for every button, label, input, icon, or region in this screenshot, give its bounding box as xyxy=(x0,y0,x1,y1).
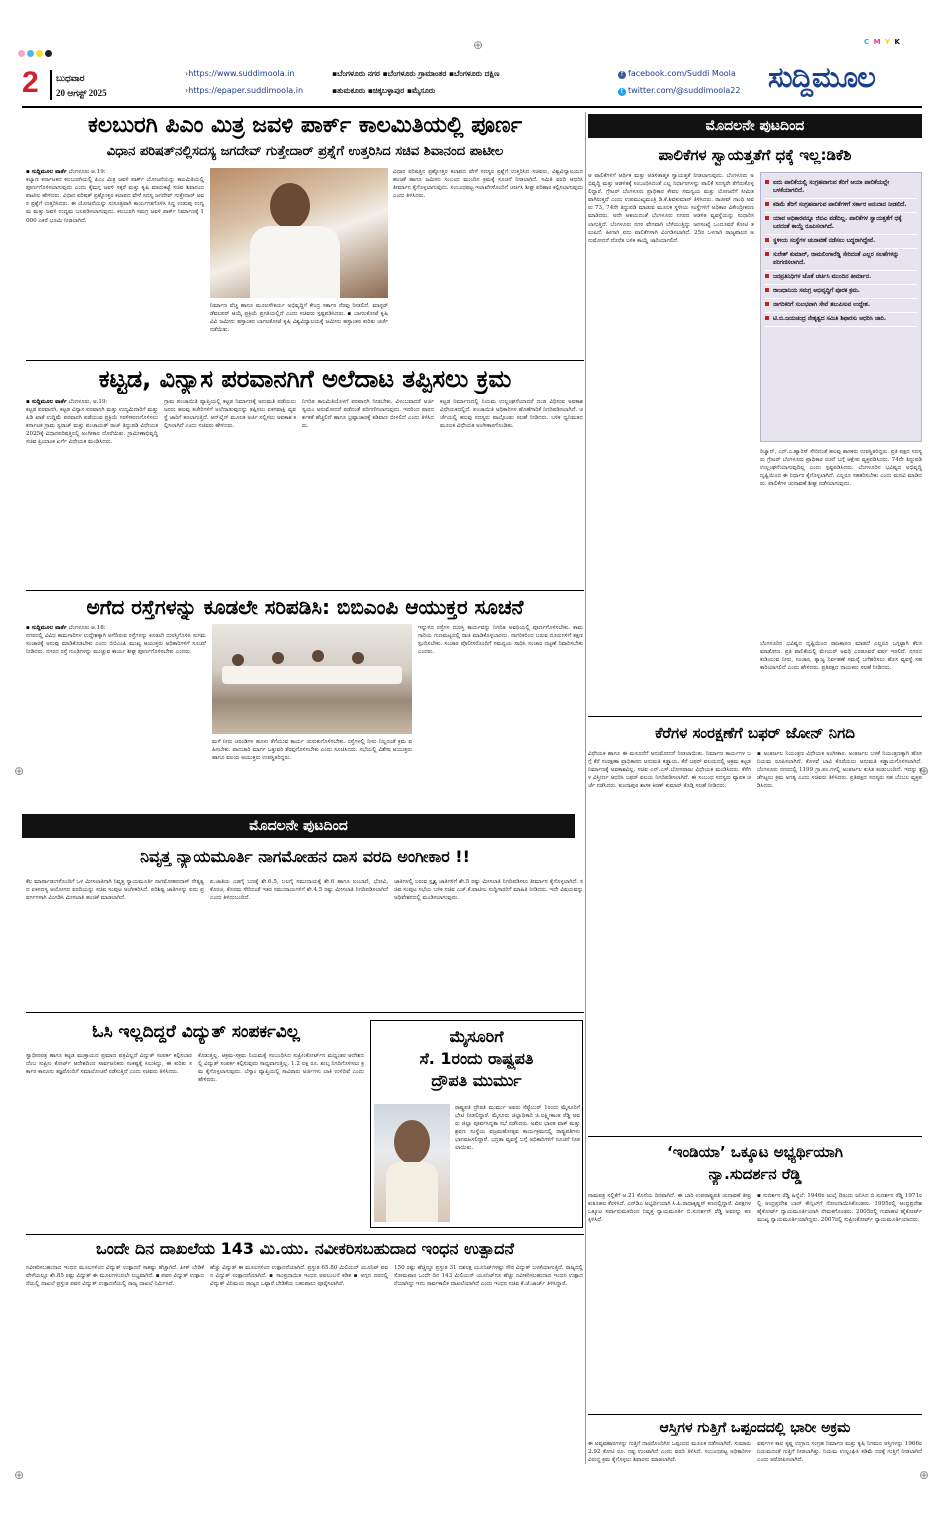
story5-column-2: ಕೊಡುತ್ತಿಲ್ಲ. ಆಕ್ರಮ-ಸಕ್ರಮ ನಿಯಮಕ್ಕೆ ಸಂಬಂಧಿಸಿದ ಸುಪ್ರೀಂಕೋರ್ಟ್‌ನ ಮಧ್ಯಂತರ ಆದೇಶದಲ್ಲಿ ವಿದ್ಯುತ್ ಸಂಪರ್ಕ ಕಲ್ಪಿಸುವುದು ಸಾಧ್ಯವಾಗುತ್ತಿಲ್ಲ. 1.2 ಲಕ್ಷ ರೂ. ಶುಲ್ಕ ನಿಗದಿಗೊಳಿಸಲು ಕ್ರಮ ಕೈಗೊಳ್ಳಲಾಗುವುದು. ಬೆಸ್ಕಾಂ ವ್ಯಾಪ್ತಿಯಲ್ಲಿ ಸಾವಿರಾರು ಅರ್ಜಿಗಳು ಬಾಕಿ ಉಳಿದಿವೆ ಎಂದು ಹೇಳಿದರು. xyxy=(198,1053,364,1084)
story7-column-3: 150 ರಷ್ಟು ಹೆಚ್ಚಿದ್ದೂ ಪ್ರಸ್ತುತ 31 ದಶಲಕ್ಷ ಯೂನಿಟ್‌ಗಳಷ್ಟು ಸೌರ ವಿದ್ಯುತ್ ಬಳಕೆಯಾಗುತ್ತಿದೆ. ರಾಜ್ಯದಲ್ಲಿ ಸೋಮವಾರ ಒಂದೇ ದಿನ 143 ಮಿಲಿಯನ್ ಯೂನಿಟ್‌ಗೂ ಹೆಚ್ಚು ನವೀಕರಿಸಬಹುದಾದ ಇಂಧನ ಉತ್ಪಾದನೆಯಾಗಿದ್ದು ಇದು ಸಾರ್ವಕಾಲಿಕ ದಾಖಲೆಯಾಗಿದೆ ಎಂದು ಇಂಧನ ಸಚಿವ ಕೆ.ಜೆ.ಜಾರ್ಜ್ ತಿಳಿಸಿದ್ದಾರೆ. xyxy=(394,1265,583,1288)
story9-column-1: ನಾಮಪತ್ರ ಸಲ್ಲಿಕೆಗೆ ಆ.21 ಕೊನೆಯ ದಿನವಾಗಿದೆ. ಈ ಬಾರಿ ಉಪರಾಷ್ಟ್ರಪತಿ ಚುನಾವಣೆ ತೀವ್ರ ಕುತೂಹಲ ಕೆರಳಿಸಿದೆ. ಎನ್‌ಡಿಎ ಅಭ್ಯರ್ಥಿಯಾಗಿ ಸಿ.ಪಿ.ರಾಧಾಕೃಷ್ಣನ್ ಕಣದಲ್ಲಿದ್ದಾರೆ. ವಿಪಕ್ಷಗಳ ಒಕ್ಕೂಟ ಸರ್ವಾನುಮತದಿಂದ ನಿವೃತ್ತ ನ್ಯಾಯಮೂರ್ತಿ ಬಿ.ಸುದರ್ಶನ್ ರೆಡ್ಡಿ ಅವರನ್ನು ಕಣಕ್ಕಿಳಿಸಿದೆ. xyxy=(588,1193,751,1224)
story7-column-1: ನವೀಕರಿಸಬಹುದಾದ ಇಂಧನ ಮೂಲಗಳಿಂದ ವಿದ್ಯುತ್ ಉತ್ಪಾದನೆ ಸಾಕಷ್ಟು ಹೆಚ್ಚಾಗಿದೆ. ಪೀಕ್ ಬೇಡಿಕೆ ವೇಳೆಯಲ್ಲೂ ಶೇ.85 ರಷ್ಟು ವಿದ್ಯುತ್ ಈ ಮೂಲಗಳಿಂದಲೇ ಲಭ್ಯವಾಗಿದೆ. ▪ ಪವನ ವಿದ್ಯುತ್ ಉತ್ಪಾದನೆಯಲ್ಲಿ ದಾಖಲೆ ಪ್ರಸ್ತುತ ಪವನ ವಿದ್ಯುತ್ ಉತ್ಪಾದನೆಯಲ್ಲಿ ರಾಜ್ಯ ದಾಖಲೆ ನಿರ್ಮಿಸಿದೆ. xyxy=(26,1265,204,1288)
story6-headline-line1: ಮೈಸೂರಿಗೆ xyxy=(449,1027,504,1046)
story4-column-1: ಕೆಲ ಮಾರ್ಪಾಡುಗಳೊಂದಿಗೆ ಒಳ ಮೀಸಲಾತಿಗಾಗಿ ನಿವೃತ್ತ ನ್ಯಾಯಮೂರ್ತಿ ನಾಗಮೋಹನದಾಸ್ ನೇತೃತ್ವದ ಏಕಸದಸ್ಯ ಆಯೋಗದ ವರದಿಯನ್ನು ಸಚಿವ ಸಂಪುಟ ಅಂಗೀಕರಿಸಿದೆ. ಪರಿಶಿಷ್ಟ ಜಾತಿಗಳನ್ನು ಐದು ಪ್ರವರ್ಗಗಳಾಗಿ ವಿಂಗಡಿಸಿ ಮೀಸಲಾತಿ ಹಂಚಿಕೆ ಮಾಡಲಾಗಿದೆ. xyxy=(26,879,204,902)
president-portrait xyxy=(374,1104,450,1222)
story3-column-3: ಇನ್ನುಳಿದ ರಸ್ತೆಗಳ ದುರಸ್ತಿ ಕಾರ್ಯವನ್ನು ನಿಗದಿತ ಅವಧಿಯಲ್ಲಿ ಪೂರ್ಣಗೊಳಿಸಬೇಕು. ಕಾಮಗಾರಿಯ ಗುಣಮಟ್ಟದಲ್ಲಿ ರಾಜಿ ಮಾಡಿಕೊಳ್ಳಬಾರದು. ನಾಗರಿಕರಿಂದ ಬರುವ ದೂರುಗಳಿಗೆ ತಕ್ಷಣ ಸ್ಪಂದಿಸಬೇಕು. ಸಂಚಾರ ಪೊಲೀಸರೊಂದಿಗೆ ಸಮನ್ವಯ ಸಾಧಿಸಿ ಸಂಚಾರ ದಟ್ಟಣೆ ನಿವಾರಿಸಬೇಕು ಎಂದರು. xyxy=(418,625,583,656)
bullet-icon xyxy=(765,252,769,256)
story6-headline-line2: ಸೆ. 1ರಂದು ರಾಷ್ಟ್ರಪತಿ xyxy=(419,1049,534,1068)
issue-day: ಬುಧವಾರ xyxy=(56,74,85,84)
story3-column-2: ಮಳೆ ನೀರು ಚರಂಡಿಗಳ ಹೂಳು ತೆಗೆಯುವ ಕಾರ್ಯ ಚುರುಕುಗೊಳಿಸಬೇಕು. ರಸ್ತೆಗಳಲ್ಲಿ ನೀರು ನಿಲ್ಲದಂತೆ ಕ್ರಮ ವಹಿಸಬೇಕು. ಪಾದಚಾರಿ ಮಾರ್ಗ ಒತ್ತುವರಿ ತೆರವುಗೊಳಿಸಬೇಕು ಎಂದು ಸೂಚಿಸಿದರು. ಸಭೆಯಲ್ಲಿ ವಿಶೇಷ ಆಯುಕ್ತರು ಹಾಗೂ ವಲಯ ಆಯುಕ್ತರು ಉಪಸ್ಥಿತರಿದ್ದರು. xyxy=(212,739,412,762)
story3-column-1: ▪ ಸುದ್ದಿಮೂಲ ವಾರ್ತೆ ಬೆಂಗಳೂರು ಆ.18: ನಗರದಲ್ಲಿ ವಿವಿಧ ಕಾಮಗಾರಿಗಳ ಉದ್ದೇಶಕ್ಕಾಗಿ ಅಗೆದಿರುವ ರಸ್ತೆಗಳನ್ನು ಕೂಡಲೇ ದುರಸ್ತಿಗೊಳಿಸಿ ಸುಗಮ ಸಂಚಾರಕ್ಕೆ ಅನುವು ಮಾಡಿಕೊಡಬೇಕು ಎಂದು ಬಿಬಿಎಂಪಿ ಮುಖ್ಯ ಆಯುಕ್ತರು ಅಧಿಕಾರಿಗಳಿಗೆ ಸೂಚನೆ ನೀಡಿದರು. ನಗರದ ರಸ್ತೆ ಗುಂಡಿಗಳನ್ನು ಮುಚ್ಚುವ ಕಾರ್ಯ ಶೀಘ್ರ ಪೂರ್ಣಗೊಳಿಸಬೇಕು ಎಂದರು. xyxy=(26,625,206,656)
issue-date: 20 ಆಗಸ್ಟ್ 2025 xyxy=(56,88,107,98)
story10-column-2: ವರ್ಷಗಳ ಕಾಲ ಕೃಷ್ಣ ಉಗ್ರಾಣ ಸಂಗ್ರಹ ನಿರ್ಮಾಣ ಮತ್ತು ಕೃಷಿ ನಿಗಮದ ಆಸ್ತಿಗಳನ್ನು 1966ರ ನಿಯಮದಂತೆ ಗುತ್ತಿಗೆ ನೀಡಲಾಗಿತ್ತು. ನಿಯಮ ಉಲ್ಲಂಘಿಸಿ ಕಡಿಮೆ ದರಕ್ಕೆ ಗುತ್ತಿಗೆ ನೀಡಲಾಗಿದೆ ಎಂದು ಆರೋಪಿಸಲಾಗಿದೆ. xyxy=(757,1441,922,1464)
registration-mark-icon: ⊕ xyxy=(14,1468,25,1482)
highlight-item: ಐದು ಪಾಲಿಕೆಯಲ್ಲಿ ಸಂಗ್ರಹವಾಗುವ ತೆರಿಗೆ ಆಯಾ ಪಾಲಿಕೆಯಲ್ಲೇ ಬಳಕೆಯಾಗಲಿದೆ. xyxy=(765,177,917,199)
right-column-2: ರಿಜ್ವಾನ್, ಎನ್.ಎ.ಹ್ಯಾರಿಸ್ ಸೇರಿದಂತೆ ಹಲವು ಶಾಸಕರು ಉಪಸ್ಥಿತರಿದ್ದರು. ಪ್ರತಿ ಪಕ್ಷದ ಸದಸ್ಯರು ಗ್ರೇಟರ್ ಬೆಂಗಳೂರು ಪ್ರಾಧಿಕಾರ ರಚನೆ ಬಗ್ಗೆ ಆಕ್ಷೇಪ ವ್ಯಕ್ತಪಡಿಸಿದರು. 74ನೇ ತಿದ್ದುಪಡಿ ಉಲ್ಲಂಘನೆಯಾಗುವುದಿಲ್ಲ ಎಂದು ಸ್ಪಷ್ಟಪಡಿಸಿದರು. ಬೆಂಗಳೂರಿನ ಭವಿಷ್ಯದ ಅಭಿವೃದ್ಧಿ ದೃಷ್ಟಿಯಿಂದ ಈ ನಿರ್ಧಾರ ಕೈಗೊಳ್ಳಲಾಗಿದೆ. ಎಲ್ಲರೂ ಸಹಕರಿಸಬೇಕು ಎಂದು ಮನವಿ ಮಾಡಿದರು. ಪಾಲಿಕೆಗಳ ಚುನಾವಣೆ ಶೀಘ್ರ ನಡೆಸಲಾಗುವುದು. xyxy=(760,449,922,488)
page-number: 2 xyxy=(22,66,39,99)
story10-headline: ಆಸ್ತಿಗಳ ಗುತ್ತಿಗೆ ಒಪ್ಪಂದದಲ್ಲಿ ಭಾರೀ ಅಕ್ರಮ xyxy=(659,1420,851,1436)
story1-photo-minister xyxy=(210,168,388,298)
bullet-icon xyxy=(765,238,769,242)
story6-body: ರಾಷ್ಟ್ರಪತಿ ದ್ರೌಪತಿ ಮುರ್ಮು ಅವರು ಸೆಪ್ಟೆಂಬರ್ 1ರಂದು ಮೈಸೂರಿಗೆ ಭೇಟಿ ನೀಡಲಿದ್ದಾರೆ. ಮೈಸೂರು ಜಿಲ್ಲಾಧಿಕಾರಿ ಜಿ.ಲಕ್ಷ್ಮೀಕಾಂತ ರೆಡ್ಡಿ ಅವರು ಜಿಲ್ಲಾ ಪೂರ್ವಸಿದ್ಧತಾ ಸಭೆ ನಡೆಸಿದರು. ಅಖಿಲ ಭಾರತ ವಾಕ್ ಮತ್ತು ಶ್ರವಣ ಸಂಸ್ಥೆಯ ವಜ್ರಮಹೋತ್ಸವ ಕಾರ್ಯಕ್ರಮದಲ್ಲಿ ರಾಷ್ಟ್ರಪತಿಗಳು ಭಾಗವಹಿಸಲಿದ್ದಾರೆ. ಭದ್ರತಾ ವ್ಯವಸ್ಥೆ ಬಗ್ಗೆ ಅಧಿಕಾರಿಗಳಿಗೆ ಸೂಚನೆ ನೀಡಲಾಯಿತು. xyxy=(455,1105,580,1152)
story3-headline: ಅಗೆದ ರಸ್ತೆಗಳನ್ನು ಕೂಡಲೇ ಸರಿಪಡಿಸಿ: ಬಿಬಿಎಂಪಿ ಆಯುಕ್ತರ ಸೂಚನೆ xyxy=(86,595,524,619)
story8-column-1: ವಿಧೇಯಕ ಹಾಗೂ ಈ ಮಸೂದೆಗೆ ಅನುಮೋದನೆ ನೀಡಲಾಯಿತು. ನಿರ್ಮಾಣ ಕಾರ್ಯಗಳ ಬಗ್ಗೆ ಕೆರೆ ಸಂರಕ್ಷಣಾ ಪ್ರಾಧಿಕಾರದ ಅನುಮತಿ ಕಡ್ಡಾಯ. ಕೆರೆ ಬಫರ್ ವಲಯದಲ್ಲಿ ಅಕ್ರಮ ಕಟ್ಟಡ ನಿರ್ಮಾಣಕ್ಕೆ ಅವಕಾಶವಿಲ್ಲ. ಸಚಿವ ಎನ್.ಎಸ್.ಬೋಸರಾಜು ವಿಧೇಯಕ ಮಂಡಿಸಿದರು. ಕೆರೆಗಳ ವಿಸ್ತೀರ್ಣ ಆಧರಿಸಿ ಬಫರ್ ವಲಯ ನಿಗದಿಪಡಿಸಲಾಗಿದೆ. ಈ ಸಂಬಂಧ ಸದಸ್ಯರು ವ್ಯಾಪಕ ಚರ್ಚೆ ನಡೆಸಿದರು. ಕುಂದಾಪುರ ಶಾಸಕ ಕಿರಣ್ ಕುಮಾರ್ ಕೊಡ್ಗಿ ಸಲಹೆ ನೀಡಿದರು. xyxy=(588,751,751,790)
highlight-item: ನಾಗರಿಕರಿಗೆ ಸುಲಭವಾಗಿ ಸೇವೆ ತಲುಪಿಸುವ ಉದ್ದೇಶ. xyxy=(765,299,917,313)
facebook-link[interactable]: f facebook.com/Suddi Moola xyxy=(618,69,736,79)
color-dots xyxy=(18,42,54,61)
highlights-box xyxy=(760,172,922,442)
website-link[interactable]: ›https://www.suddimoola.in xyxy=(185,69,295,78)
location-tags-row1: ▪ಬೆಂಗಳೂರು ನಗರ ▪ಬೆಂಗಳೂರು ಗ್ರಾಮಾಂತರ ▪ಬೆಂಗಳೂರು ದಕ್ಷಿಣ xyxy=(332,69,500,78)
highlight-item: ಕಡಿಮೆ ತೆರಿಗೆ ಸಂಗ್ರಹವಾಗುವ ಪಾಲಿಕೆಗಳಿಗೆ ಸರ್ಕಾರ ಅನುದಾನ ನೀಡಲಿದೆ. xyxy=(765,199,917,213)
highlights-list xyxy=(761,173,921,327)
story1-column-1: ▪ ಸುದ್ದಿಮೂಲ ವಾರ್ತೆ ಬೆಂಗಳೂರು ಆ.19: ಕಲ್ಯಾಣ ಕರ್ನಾಟಕದ ಕಲಬುರಗಿಯಲ್ಲಿ ಪಿಎಂ ಮಿತ್ರ ಜವಳಿ ಪಾರ್ಕ್ ಯೋಜನೆಯನ್ನು ಕಾಲಮಿತಿಯಲ್ಲಿ ಪೂರ್ಣಗೊಳಿಸಲಾಗುವುದು ಎಂದು ಕೈಮಗ್ಗ ಜವಳಿ ಸಕ್ಕರೆ ಮತ್ತು ಕೃಷಿ ಮಾರುಕಟ್ಟೆ ಸಚಿವ ಶಿವಾನಂದ ಪಾಟೀಲ ಹೇಳಿದರು. ವಿಧಾನ ಪರಿಷತ್ ಪ್ರಶ್ನೋತ್ತರ ಕಲಾಪದ ವೇಳೆ ಸದಸ್ಯ ಜಗದೇವ್ ಗುತ್ತೇದಾರ್ ಅವರ ಪ್ರಶ್ನೆಗೆ ಉತ್ತರಿಸಿದರು. ಈ ಯೋಜನೆಯನ್ನು ಸುಸೂತ್ರವಾಗಿ ಕಾರ್ಯಗತಗೊಳಿಸಿ ಸಿದ್ಧ ಉಡುಪು ಉದ್ಯಮ ಮತ್ತು ಜವಳಿ ಉದ್ಯಮ ಬಲಪಡಿಸಲಾಗುವುದು. ಕಲಬುರಗಿ ಸಮಗ್ರ ಜವಳಿ ಪಾರ್ಕ್ ನಿರ್ಮಾಣಕ್ಕೆ 1000 ಎಕರೆ ಭೂಮಿ ನೀಡಲಾಗಿದೆ. xyxy=(26,169,204,224)
registration-mark-icon: ⊕ xyxy=(919,764,930,778)
story1-column-3: ವಿಧಾನ ಪರಿಷತ್ತಿನ ಪ್ರಶ್ನೋತ್ತರ ಕಲಾಪದ ವೇಳೆ ಸದಸ್ಯರ ಪ್ರಶ್ನೆಗೆ ಉತ್ತರಿಸಿದ ಸಚಿವರು, ವಿಶ್ವವಿದ್ಯಾಲಯದ ಹಂಚಿಕೆ ಹಾಗೂ ಜಮೀನು ಸಂಬಂಧ ಮುಂದಿನ ಕ್ರಮಕ್ಕೆ ಸೂಚನೆ ನೀಡಲಾಗಿದೆ. ಸಮಿತಿ ವರದಿ ಆಧರಿಸಿ ತೀರ್ಮಾನ ಕೈಗೊಳ್ಳಲಾಗುವುದು. ಸಂಬಂಧಪಟ್ಟ ಇಲಾಖೆಗಳೊಂದಿಗೆ ಚರ್ಚಿಸಿ ಶೀಘ್ರ ಪರಿಹಾರ ಕಲ್ಪಿಸಲಾಗುವುದು ಎಂದು ತಿಳಿಸಿದರು. xyxy=(393,169,583,200)
bullet-icon xyxy=(765,180,769,184)
facebook-icon: f xyxy=(618,71,626,79)
story2-column-2: ಗ್ರಾಮ ಪಂಚಾಯಿತಿ ವ್ಯಾಪ್ತಿಯಲ್ಲಿ ಕಟ್ಟಡ ನಿರ್ಮಾಣಕ್ಕೆ ಅನುಮತಿ ಪಡೆಯಲು ಜನರು ಹಲವು ಕಚೇರಿಗಳಿಗೆ ಅಲೆದಾಡುವುದನ್ನು ತಪ್ಪಿಸಲು ಏಕಗವಾಕ್ಷಿ ವ್ಯವಸ್ಥೆ ಜಾರಿಗೆ ತರಲಾಗುತ್ತಿದೆ. ಆನ್‌ಲೈನ್ ಮೂಲಕ ಅರ್ಜಿ ಸಲ್ಲಿಸಲು ಅವಕಾಶ ಕಲ್ಪಿಸಲಾಗಿದೆ ಎಂದು ಸಚಿವರು ಹೇಳಿದರು. xyxy=(164,399,296,430)
story2-column-3: ನಿಗದಿತ ಕಾಲಮಿತಿಯೊಳಗೆ ಪರವಾನಗಿ ನೀಡಬೇಕು. ವಿಳಂಬವಾದರೆ ಅರ್ಜಿ ಸ್ವಯಂ ಅನುಮೋದನೆ ಪಡೆದಂತೆ ಪರಿಗಣಿಸಲಾಗುವುದು. ಇದರಿಂದ ಪಾರದರ್ಶಕತೆ ಹೆಚ್ಚಲಿದೆ ಹಾಗೂ ಭ್ರಷ್ಟಾಚಾರಕ್ಕೆ ಕಡಿವಾಣ ಬೀಳಲಿದೆ ಎಂದು ತಿಳಿಸಿದರು. xyxy=(302,399,434,430)
highlight-item: ರಾಜಧಾನಿಯ ಸಮಗ್ರ ಅಭಿವೃದ್ಧಿಗೆ ಪೂರಕ ಕ್ರಮ. xyxy=(765,285,917,299)
highlight-item: ಸ್ಥಳೀಯ ಸಂಸ್ಥೆಗಳ ಚುನಾವಣೆ ನಡೆಸಲು ಬದ್ಧರಾಗಿದ್ದೇವೆ. xyxy=(765,235,917,249)
story1-headline: ಕಲಬುರಗಿ ಪಿಎಂ ಮಿತ್ರ ಜವಳಿ ಪಾರ್ಕ್ ಕಾಲಮಿತಿಯಲ್ಲಿ ಪೂರ್ಣ xyxy=(88,113,522,138)
registration-mark-icon: ⊕ xyxy=(14,764,25,778)
highlight-item: ಯಾವ ಅಧಿಕಾರವನ್ನೂ ಜಿಬಿಎ ಪಡೆದಿಲ್ಲ. ಪಾಲಿಕೆಗಳ ಸ್ವಾಯತ್ತತೆಗೆ ಧಕ್ಕೆ ಬರದಂತೆ ಕಾಯ್ದೆ ರೂಪಿಸಲಾಗಿದೆ. xyxy=(765,213,917,235)
registration-mark-icon: ⊕ xyxy=(919,1468,930,1482)
highlight-item: ಟಿ.ಬಿ.ಜಯಚಂದ್ರ ನೇತೃತ್ವದ ಸಮಿತಿ ಶಿಫಾರಸು ಆಧರಿಸಿ ಜಾರಿ. xyxy=(765,313,917,327)
story5-column-1: ಸ್ವಾಧೀನಪತ್ರ ಹಾಗೂ ಕಟ್ಟಡ ಮುಕ್ತಾಯದ ಪ್ರಮಾಣ ಪತ್ರವಿಲ್ಲದೆ ವಿದ್ಯುತ್ ಸಂಪರ್ಕ ಕಲ್ಪಿಸಬಾರದೆಂಬ ಸುಪ್ರೀಂ ಕೋರ್ಟ್ ಆದೇಶದಿಂದ ಸಾರ್ವಜನಿಕರು ಸಂಕಷ್ಟಕ್ಕೆ ಸಿಲುಕಿದ್ದು, ಈ ಕುರಿತು ಸರ್ಕಾರ ಕಾನೂನು ತಜ್ಞರೊಂದಿಗೆ ಸಮಾಲೋಚನೆ ನಡೆಸುತ್ತಿದೆ ಎಂದು ಸಚಿವರು ತಿಳಿಸಿದರು. xyxy=(26,1053,192,1076)
epaper-link[interactable]: ›https://epaper.suddimoola.in xyxy=(185,86,304,95)
story1-subhead: ವಿಧಾನ ಪರಿಷತ್‌ನಲ್ಲಿಸದಸ್ಯ ಜಗದೇವ್ ಗುತ್ತೇದಾರ್ ಪ್ರಶ್ನೆಗೆ ಉತ್ತರಿಸಿದ ಸಚಿವ ಶಿವಾನಂದ ಪಾಟೀಲ xyxy=(106,144,504,159)
masthead-logo: ಸುದ್ದಿಮೂಲ xyxy=(768,60,875,94)
bullet-icon xyxy=(765,274,769,278)
story8-headline: ಕೆರೆಗಳ ಸಂರಕ್ಷಣೆಗೆ ಬಫರ್ ಜೋನ್ ನಿಗದಿ xyxy=(655,724,855,742)
right-column-3: ಬೆಂಗಳೂರಿನ ಭವಿಷ್ಯದ ದೃಷ್ಟಿಯಿಂದ ರಾಜಕಾರಣ ಮಾಡದೆ ಎಲ್ಲರೂ ಒಗ್ಗಟ್ಟಾಗಿ ಕೆಲಸ ಮಾಡೋಣ. ಪ್ರತಿ ಪಾಲಿಕೆಯಲ್ಲಿ ಮೇಯರ್ ಅವಧಿ ಎರಡೂವರೆ ವರ್ಷ ಇರಲಿದೆ. ನಗರದ ಕುಡಿಯುವ ನೀರು, ಸಂಚಾರ, ತ್ಯಾಜ್ಯ ನಿರ್ವಹಣೆ ಸಮಸ್ಯೆ ಬಗೆಹರಿಸಲು ಹೊಸ ವ್ಯವಸ್ಥೆ ಸಹಕಾರಿಯಾಗಲಿದೆ ಎಂದು ಹೇಳಿದರು. ಪ್ರತಿಪಕ್ಷದ ನಾಯಕರು ಸಲಹೆ ನೀಡಿದರು. xyxy=(760,641,922,672)
story4-headline: ನಿವೃತ್ತ ನ್ಯಾಯಮೂರ್ತಿ ನಾಗಮೋಹನ ದಾಸ ವರದಿ ಅಂಗೀಕಾರ !! xyxy=(140,847,470,866)
bullet-icon xyxy=(765,316,769,320)
twitter-icon: t xyxy=(618,88,626,96)
story4-column-3: ಜಾತಿಗಳಲ್ಲಿ ಬರುವ ಸ್ಪೃಶ್ಯ ಜಾತಿಗಳಿಗೆ ಶೇ.5 ರಷ್ಟು ಮೀಸಲಾತಿ ನಿಗದಿಪಡಿಸಲು ತೀರ್ಮಾನ ಕೈಗೊಳ್ಳಲಾಗಿದೆ. ಸಚಿವ ಸಂಪುಟ ಸಭೆಯ ಬಳಿಕ ಸಚಿವ ಎಚ್.ಕೆ.ಪಾಟೀಲ ಸುದ್ದಿಗಾರರಿಗೆ ಮಾಹಿತಿ ನೀಡಿದರು. ಇದೇ ವಿಷಯವನ್ನು ಅಧಿವೇಶನದಲ್ಲಿ ಮಂಡಿಸಲಾಗುವುದು. xyxy=(394,879,583,902)
right-column-1: ಆ ಪಾಲಿಕೆಗಳಿಗೆ ಆರ್ಥಿಕ ಮತ್ತು ಆಡಳಿತಾತ್ಮಕ ಸ್ವಾಯತ್ತತೆ ನೀಡಲಾಗುವುದು. ಬೆಂಗಳೂರು ಅಭಿವೃದ್ಧಿ ಮತ್ತು ಆಡಳಿತಕ್ಕೆ ಸಂಬಂಧಿಸಿದಂತೆ ಎಲ್ಲ ನಿರ್ಧಾರಗಳನ್ನು ಪಾಲಿಕೆ ಸದಸ್ಯರೇ ತೆಗೆದುಕೊಳ್ಳಲಿದ್ದಾರೆ. ಗ್ರೇಟರ್ ಬೆಂಗಳೂರು ಪ್ರಾಧಿಕಾರ ಕೇವಲ ಸಮನ್ವಯ ಮತ್ತು ಯೋಜನೆಗೆ ಸೀಮಿತವಾಗಿರುತ್ತದೆ ಎಂದು ಉಪಮುಖ್ಯಮಂತ್ರಿ ಡಿ.ಕೆ.ಶಿವಕುಮಾರ್ ತಿಳಿಸಿದರು. ರಾಜೀವ್ ಗಾಂಧಿ ಅವರು 73, 74ನೇ ತಿದ್ದುಪಡಿ ಮಾಡುವ ಮೂಲಕ ಸ್ಥಳೀಯ ಸಂಸ್ಥೆಗಳಿಗೆ ಅಧಿಕಾರ ವಿಕೇಂದ್ರೀಕರಣ ಮಾಡಿದರು. ಅದೇ ಆಶಯದಂತೆ ಬೆಂಗಳೂರು ನಗರದ ಆಡಳಿತ ವ್ಯವಸ್ಥೆಯನ್ನು ಸುಧಾರಿಸಲಾಗುತ್ತಿದೆ. ಬೆಂಗಳೂರು ನಗರ ವೇಗವಾಗಿ ಬೆಳೆಯುತ್ತಿದ್ದು ಜನಸಂಖ್ಯೆ ಒಂದೂವರೆ ಕೋಟಿ ತಲುಪಿದೆ. ಹೀಗಾಗಿ ಐದು ಪಾಲಿಕೆಗಳಾಗಿ ವಿಂಗಡಿಸಲಾಗಿದೆ. 25ರ ಒಳಗಾಗಿ ರಾಜ್ಯಪಾಲರ ಅನುಮೋದನೆ ದೊರೆತ ಬಳಿಕ ಕಾಯ್ದೆ ಜಾರಿಯಾಗಲಿದೆ. xyxy=(588,173,754,244)
location-tags-row2: ▪ತುಮಕೂರು ▪ಚಿಕ್ಕಬಳ್ಳಾಪುರ ▪ಮೈಸೂರು xyxy=(332,86,436,95)
bullet-icon xyxy=(765,216,769,220)
story1-dateline: ಬೆಂಗಳೂರು ಆ.19: xyxy=(68,169,106,175)
front-page-continued-bar-right: ಮೊದಲನೇ ಪುಟದಿಂದ xyxy=(588,114,922,138)
story5-headline: ಓಸಿ ಇಲ್ಲದಿದ್ದರೆ ವಿದ್ಯುತ್ ಸಂಪರ್ಕವಿಲ್ಲ xyxy=(92,1022,300,1042)
story7-headline: ಒಂದೇ ದಿನ ದಾಖಲೆಯ 143 ಮಿ.ಯು. ನವೀಕರಿಸಬಹುದಾದ ಇಂಧನ ಉತ್ಪಾದನೆ xyxy=(95,1239,515,1258)
story2-headline: ಕಟ್ಟಡ, ವಿನ್ಯಾಸ ಪರವಾನಗಿಗೆ ಅಲೆದಾಟ ತಪ್ಪಿಸಲು ಕ್ರಮ xyxy=(98,365,512,393)
front-page-continued-bar: ಮೊದಲನೇ ಪುಟದಿಂದ xyxy=(22,814,575,838)
story7-column-2: ಹೆಚ್ಚು ವಿದ್ಯುತ್ ಈ ಮೂಲಗಳಿಂದ ಉತ್ಪಾದನೆಯಾಗಿದೆ. ಪ್ರಸ್ತುತ 65.80 ಮಿಲಿಯನ್ ಯೂನಿಟ್ ಪವನ ವಿದ್ಯುತ್ ಉತ್ಪಾದನೆಯಾಗಿದೆ. ▪ ಸಾಂಪ್ರದಾಯಿಕ ಇಂಧನ ಅವಲಂಬನೆ ಕಡಿತ ▪ ಅಗ್ಗದ ದರದಲ್ಲಿ ವಿದ್ಯುತ್ ವಿನಿಮಯ ರಾಜ್ಯದ ಒಟ್ಟಾರೆ ಬೇಡಿಕೆಯ ಬಹುಪಾಲು ಪೂರೈಸಲಾಗಿದೆ. xyxy=(210,1265,388,1288)
story2-column-1: ▪ ಸುದ್ದಿಮೂಲ ವಾರ್ತೆ ಬೆಂಗಳೂರು, ಆ.19: ಕಟ್ಟಡ ಪರವಾನಗಿ, ಕಟ್ಟಡ ವಿನ್ಯಾಸ ಪರವಾನಗಿ ಮತ್ತು ಉದ್ಯಮಿದಾರಿಗೆ ಮತ್ತು ಪಿಡಿ ಖಾತೆ ಉದ್ದಿಮೆ ಪರವಾನಗಿ ಪಡೆಯುವ ಪ್ರಕ್ರಿಯೆ ಸರಳೀಕರಣಗೊಳಿಸಲು ಕರ್ನಾಟಕ ಗ್ರಾಮ ಸ್ವರಾಜ್ ಮತ್ತು ಪಂಚಾಯತ್ ರಾಜ್ ತಿದ್ದುಪಡಿ ವಿಧೇಯಕ 2025ಕ್ಕೆ ವಿಧಾನಪರಿಷತ್ತಿನಲ್ಲಿ ಅಂಗೀಕಾರ ದೊರೆಯಿತು. ಗ್ರಾಮೀಣಾಭಿವೃದ್ಧಿ ಸಚಿವ ಪ್ರಿಯಾಂಕ ಖರ್ಗೆ ವಿಧೇಯಕ ಮಂಡಿಸಿದರು. xyxy=(26,399,158,446)
story9-headline-line2: ನ್ಯಾ.ಸುದರ್ಶನ ರೆಡ್ಡಿ xyxy=(708,1165,802,1183)
story3-photo-meeting xyxy=(212,624,412,734)
bullet-icon xyxy=(765,202,769,206)
story6-headline-line3: ದ್ರೌಪತಿ ಮುರ್ಮು xyxy=(431,1071,522,1090)
story8-column-2: ▪ ಅಂತರ್ಜಲ ನಿಯಂತ್ರಣ ವಿಧೇಯಕ ಅಂಗೀಕಾರ. ಅಂತರ್ಜಲ ಬಳಕೆ ನಿಯಂತ್ರಣಕ್ಕಾಗಿ ಹೊಸ ನಿಯಮ ರೂಪಿಸಲಾಗಿದೆ. ಕೊಳವೆ ಬಾವಿ ಕೊರೆಯಲು ಅನುಮತಿ ಕಡ್ಡಾಯಗೊಳಿಸಲಾಗಿದೆ. ಬೆಂಗಳೂರು ನಗರದಲ್ಲಿ 1199 ಗ್ರಾ.ಪಂ.ಗಳಲ್ಲಿ ಅಂತರ್ಜಲ ಕುಸಿತ ಕಂಡುಬಂದಿದೆ. ಇದನ್ನು ತಡೆಗಟ್ಟಲು ಕ್ರಮ ಅಗತ್ಯ ಎಂದು ಸಚಿವರು ತಿಳಿಸಿದರು. ಪ್ರತಿಪಕ್ಷದ ಸದಸ್ಯರು ಸಹ ಬೆಂಬಲ ವ್ಯಕ್ತಪಡಿಸಿದರು. xyxy=(757,751,922,790)
cmyk-label: C M Y K xyxy=(864,38,901,46)
right-headline: ಪಾಲಿಕೆಗಳ ಸ್ವಾಯತ್ತತೆಗೆ ಧಕ್ಕೆ ಇಲ್ಲ:ಡಿಕೆಶಿ xyxy=(658,146,852,164)
story1-column-2: ನಿರ್ಮಾಣ ವೆಚ್ಚ ಹಾಗೂ ಮೂಲಸೌಕರ್ಯ ಅಭಿವೃದ್ಧಿಗೆ ಕೇಂದ್ರ ಸರ್ಕಾರ ನೆರವು ನೀಡಲಿದೆ. ಮಾಸ್ಟರ್ ಡೆವಲಪರ್ ಆಯ್ಕೆ ಪ್ರಕ್ರಿಯೆ ಪ್ರಗತಿಯಲ್ಲಿದೆ ಎಂದು ಸಚಿವರು ಸ್ಪಷ್ಟಪಡಿಸಿದರು. ▪ ಬಾಗಲಕೋಟೆ ಕೃಷಿ ವಿವಿ ಜಮೀನು ಹಸ್ತಾಂತರ ಬಾಗಲಕೋಟೆ ಕೃಷಿ ವಿಶ್ವವಿದ್ಯಾಲಯಕ್ಕೆ ಜಮೀನು ಹಸ್ತಾಂತರ ಕುರಿತು ಚರ್ಚೆ ನಡೆಯಿತು. xyxy=(210,303,388,334)
bullet-icon xyxy=(765,288,769,292)
story9-headline-line1: ‘ಇಂಡಿಯಾ’ ಒಕ್ಕೂಟ ಅಭ್ಯರ್ಥಿಯಾಗಿ xyxy=(667,1143,843,1161)
story4-column-2: ಪ.ಜಾತಿಯ ಎಡಗೈ ಬಣಕ್ಕೆ ಶೇ.6.5, ಬಲಗೈ ಸಮುದಾಯಕ್ಕೆ ಶೇ.6 ಹಾಗೂ ಲಂಬಾಣಿ, ಭೋವಿ, ಕೊರಚ, ಕೊರಮ ಸೇರಿದಂತೆ ಇತರ ಸಮುದಾಯಗಳಿಗೆ ಶೇ.4.5 ರಷ್ಟು ಮೀಸಲಾತಿ ನಿಗದಿಪಡಿಸಲಾಗಿದೆ ಎಂದು ತಿಳಿದುಬಂದಿದೆ. xyxy=(210,879,388,902)
story1-byline: ▪ ಸುದ್ದಿಮೂಲ ವಾರ್ತೆ xyxy=(26,169,67,175)
twitter-link[interactable]: t twitter.com/@suddimoola22 xyxy=(618,86,740,96)
highlight-item: ಜನಪ್ರತಿನಿಧಿಗಳ ಜೊತೆ ಚರ್ಚಿಸಿ ಮುಂದಿನ ತೀರ್ಮಾನ. xyxy=(765,271,917,285)
story2-column-4: ಕಟ್ಟಡ ನಿರ್ಮಾಣದಲ್ಲಿ ನಿಯಮ ಉಲ್ಲಂಘನೆಯಾದರೆ ದಂಡ ವಿಧಿಸುವ ಅವಕಾಶ ವಿಧೇಯಕದಲ್ಲಿದೆ. ಪಂಚಾಯಿತಿ ಅಧಿಕಾರಿಗಳ ಹೊಣೆಗಾರಿಕೆ ನಿಗದಿಪಡಿಸಲಾಗಿದೆ. ಚರ್ಚೆಯಲ್ಲಿ ಹಲವು ಸದಸ್ಯರು ಪಾಲ್ಗೊಂಡು ಸಲಹೆ ನೀಡಿದರು. ಬಳಿಕ ಧ್ವನಿಮತದ ಮೂಲಕ ವಿಧೇಯಕ ಅಂಗೀಕಾರಗೊಂಡಿತು. xyxy=(440,399,583,430)
bullet-icon xyxy=(765,302,769,306)
story9-column-2: ▪ ಸುದರ್ಶನ ರೆಡ್ಡಿ ಹಿನ್ನೆಲೆ: 1946ರ ಜುಲೈ 8ರಂದು ಜನಿಸಿದ ಬಿ.ಸುದರ್ಶನ ರೆಡ್ಡಿ 1971ರಲ್ಲಿ ಆಂಧ್ರಪ್ರದೇಶ ಬಾರ್ ಕೌನ್ಸಿಲ್‌ಗೆ ನೋಂದಾಯಿಸಿಕೊಂಡರು. 1995ರಲ್ಲಿ ಆಂಧ್ರಪ್ರದೇಶ ಹೈಕೋರ್ಟ್ ನ್ಯಾಯಮೂರ್ತಿಯಾಗಿ ನೇಮಕಗೊಂಡರು. 2005ರಲ್ಲಿ ಗುವಾಹಟಿ ಹೈಕೋರ್ಟ್ ಮುಖ್ಯ ನ್ಯಾಯಮೂರ್ತಿಯಾಗಿದ್ದರು. 2007ರಲ್ಲಿ ಸುಪ್ರೀಂಕೋರ್ಟ್ ನ್ಯಾಯಮೂರ್ತಿಯಾದರು. xyxy=(757,1193,922,1224)
registration-mark-icon: ⊕ xyxy=(473,38,484,52)
highlight-item: ಸುರೇಶ್ ಕುಮಾರ್, ರಾಮಲಿಂಗಾರೆಡ್ಡಿ ಸೇರಿದಂತೆ ಎಲ್ಲರ ಸಲಹೆಗಳನ್ನು ಪರಿಗಣಿಸಲಾಗಿದೆ. xyxy=(765,249,917,271)
story10-column-1: ಈ ಅವ್ಯವಹಾರಗಳನ್ನು ಗುತ್ತಿಗೆ ದಾರರೊಂದಿಗಿನ ಒಪ್ಪಂದದ ಮೂಲಕ ನಡೆಸಲಾಗಿದೆ. ಸುಮಾರು 2.92 ಕೋಟಿ ರೂ. ನಷ್ಟ ಉಂಟಾಗಿದೆ ಎಂದು ವರದಿ ತಿಳಿಸಿದೆ. ಸಂಬಂಧಪಟ್ಟ ಅಧಿಕಾರಿಗಳ ವಿರುದ್ಧ ಕ್ರಮ ಕೈಗೊಳ್ಳಲು ಶಿಫಾರಸು ಮಾಡಲಾಗಿದೆ. xyxy=(588,1441,751,1464)
